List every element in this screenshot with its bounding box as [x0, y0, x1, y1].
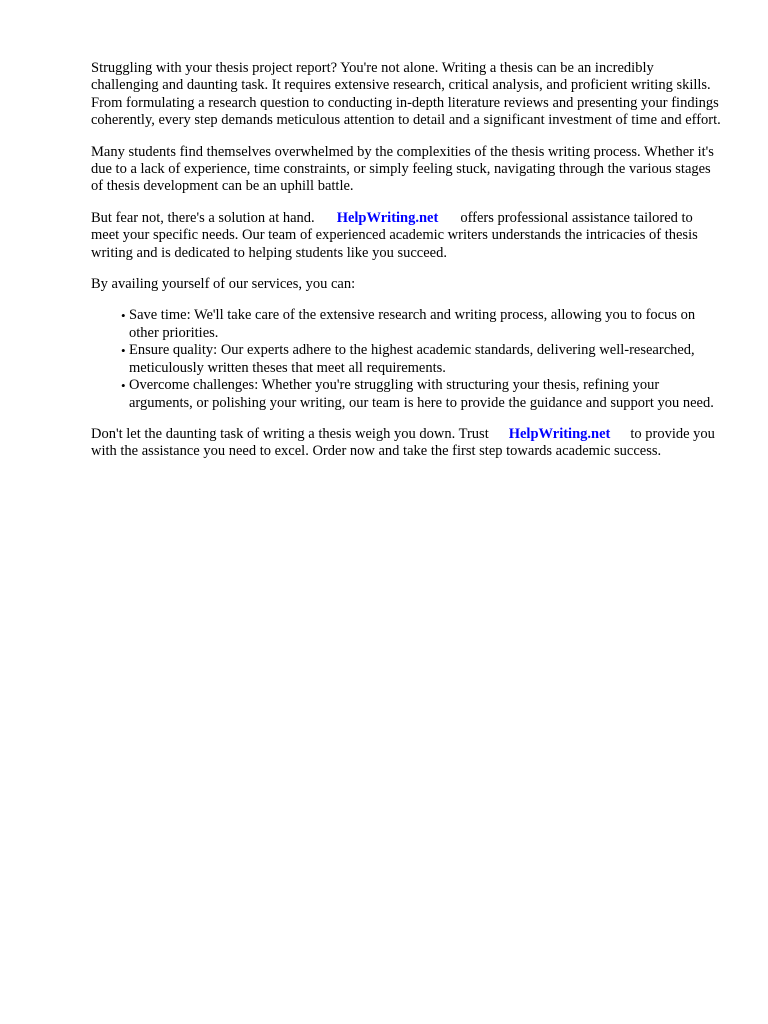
- solution-text-before: But fear not, there's a solution at hand.: [91, 209, 315, 226]
- list-item-text: Ensure quality: Our experts adhere to the highest academic standards, delivering well-researched, meticulously written theses that meet all requirements.: [129, 342, 695, 376]
- bullet-icon: •: [121, 343, 126, 359]
- solution-paragraph: [91, 210, 721, 262]
- list-item: [122, 342, 721, 377]
- helpwriting-link[interactable]: HelpWriting.net: [336, 209, 439, 226]
- closing-text-before: Don't let the daunting task of writing a thesis weigh you down. Trust: [91, 425, 489, 442]
- solution-text-after: offers professional assistance tailored to meet your specific needs. Our team of experienced academic writers understands the intricacies of thesis writing and is dedicated to helping students like you succeed.: [91, 209, 698, 261]
- bullet-icon: •: [121, 378, 126, 394]
- list-item-text: Overcome challenges: Whether you're struggling with structuring your thesis, refining your arguments, or polishing your writing, our team is here to provide the guidance and support you need.: [129, 377, 714, 411]
- list-item: [122, 377, 721, 412]
- closing-paragraph: [91, 426, 721, 461]
- benefits-list: [91, 307, 721, 411]
- list-item-text: Save time: We'll take care of the extensive research and writing process, allowing you to focus on other priorities.: [129, 307, 696, 341]
- intro-paragraph: Struggling with your thesis project report? You're not alone. Writing a thesis can be an incredibly challenging and daunting task. It requires extensive research, critical analysis, and proficient writing skills. From formulating a research question to conducting in-depth literature reviews and presenting your findings coherently, every step demands meticulous attention to detail and a significant investment of time and effort.: [91, 60, 721, 129]
- closing-text-after: to provide you with the assistance you need to excel. Order now and take the first step towards academic success.: [91, 425, 715, 460]
- services-intro-paragraph: By availing yourself of our services, you can:: [91, 276, 356, 293]
- helpwriting-link[interactable]: HelpWriting.net: [508, 425, 611, 442]
- document-body: [91, 60, 721, 475]
- list-item: [122, 307, 721, 342]
- overwhelm-paragraph: Many students find themselves overwhelmed by the complexities of the thesis writing process. Whether it's due to a lack of experience, time constraints, or simply feeling stuck, navigating through the various stages of thesis development can be an uphill battle.: [91, 143, 714, 195]
- bullet-icon: •: [121, 308, 126, 324]
